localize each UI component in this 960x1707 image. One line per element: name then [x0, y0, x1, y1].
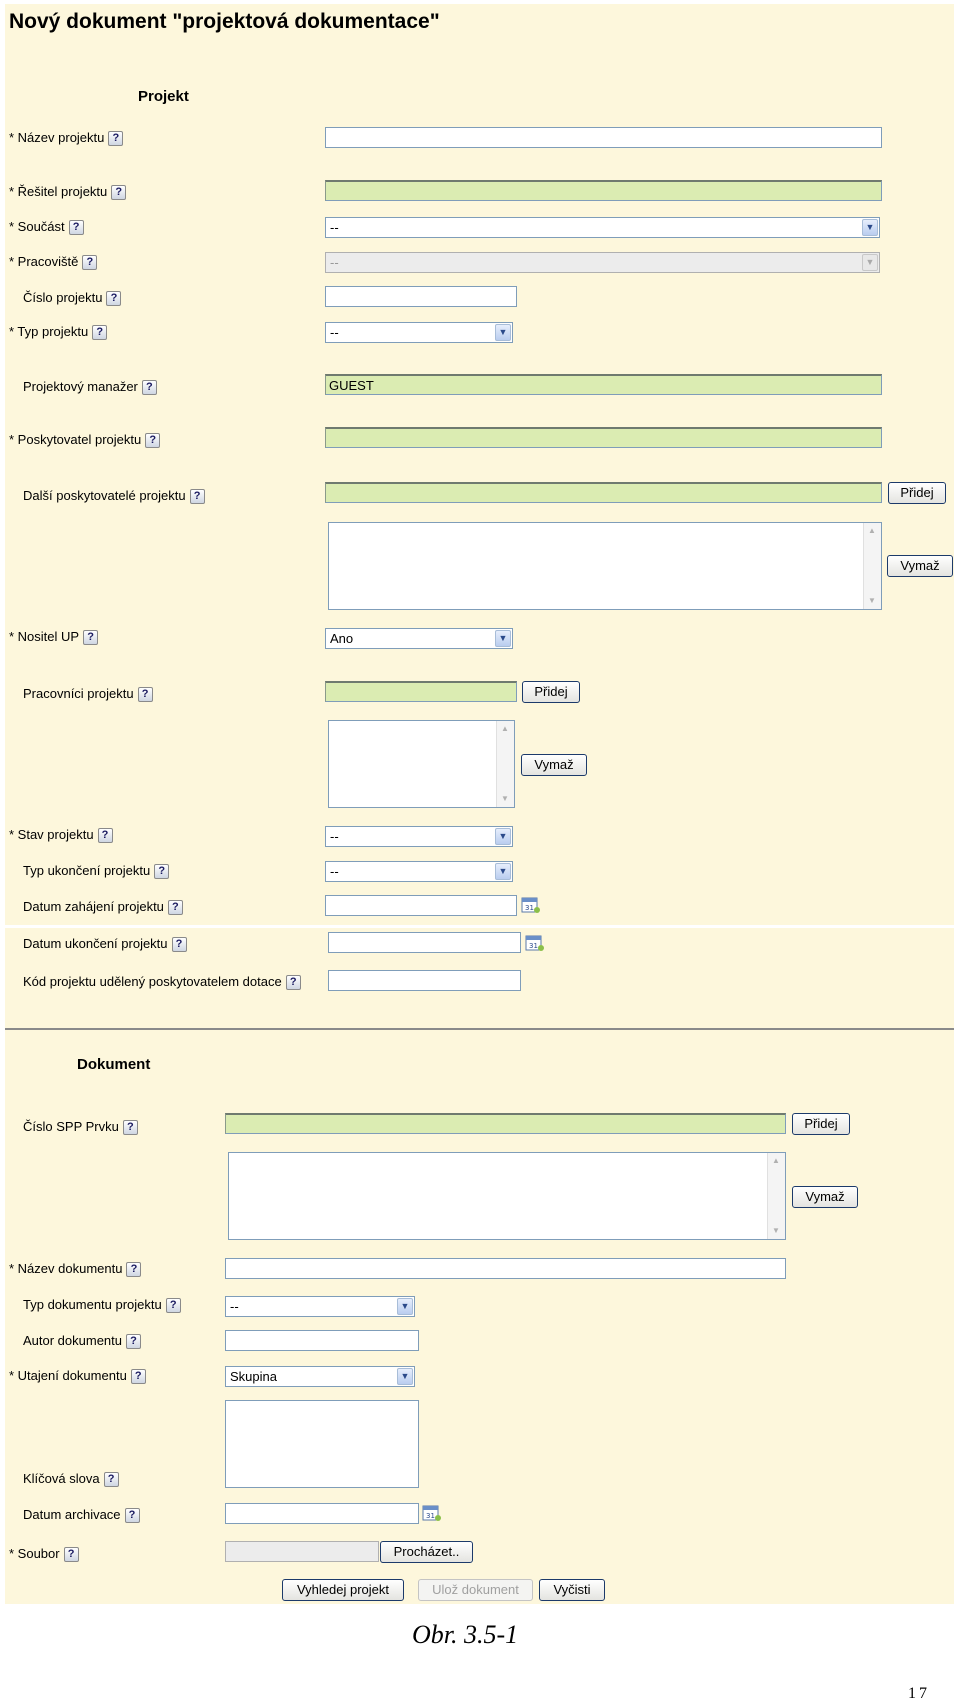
label-nositel-up: * Nositel UP ?	[9, 628, 98, 646]
dropdown-arrow-icon[interactable]: ▼	[397, 1298, 413, 1315]
scroll-up-icon[interactable]: ▲	[501, 724, 509, 733]
help-icon[interactable]: ?	[104, 1472, 119, 1487]
label-typ-projektu: * Typ projektu ?	[9, 323, 107, 341]
vyhledej-projekt-button[interactable]: Vyhledej projekt	[282, 1579, 404, 1601]
vymaz-poskytovatel-button[interactable]: Vymaž	[887, 555, 953, 577]
autor-dokumentu-input[interactable]	[225, 1330, 419, 1351]
label-resitel-projektu: * Řešitel projektu ?	[9, 183, 126, 201]
label-typ-ukonceni: Typ ukončení projektu ?	[23, 862, 169, 880]
dropdown-arrow-icon[interactable]: ▼	[495, 324, 511, 341]
help-icon[interactable]: ?	[138, 687, 153, 702]
help-icon[interactable]: ?	[286, 975, 301, 990]
klicova-slova-textarea[interactable]	[225, 1400, 419, 1488]
calendar-icon[interactable]	[521, 896, 541, 914]
scroll-down-icon[interactable]: ▼	[868, 596, 876, 605]
label-dalsi-poskytovatele: Další poskytovatelé projektu ?	[23, 487, 205, 505]
help-icon[interactable]: ?	[69, 220, 84, 235]
help-icon[interactable]: ?	[83, 630, 98, 645]
label-cislo-spp: Číslo SPP Prvku ?	[23, 1118, 138, 1136]
pridej-pracovnik-button[interactable]: Přidej	[522, 681, 580, 703]
svg-text:31: 31	[529, 942, 538, 950]
cislo-spp-input[interactable]	[225, 1113, 786, 1134]
cislo-spp-listbox[interactable]	[228, 1152, 786, 1240]
calendar-icon[interactable]	[422, 1504, 442, 1522]
help-icon[interactable]: ?	[125, 1508, 140, 1523]
pridej-spp-button[interactable]: Přidej	[792, 1113, 850, 1135]
help-icon[interactable]: ?	[108, 131, 123, 146]
soubor-input[interactable]	[225, 1541, 379, 1562]
help-icon[interactable]: ?	[131, 1369, 146, 1384]
label-utajeni-dokumentu: * Utajení dokumentu ?	[9, 1367, 146, 1385]
projektovy-manazer-input[interactable]	[325, 374, 882, 395]
section-heading-dokument: Dokument	[77, 1056, 151, 1073]
help-icon[interactable]: ?	[166, 1298, 181, 1313]
help-icon[interactable]: ?	[106, 291, 121, 306]
label-datum-archivace: Datum archivace ?	[23, 1506, 140, 1524]
dropdown-arrow-icon[interactable]: ▼	[397, 1368, 413, 1385]
nazev-projektu-input[interactable]	[325, 127, 882, 148]
datum-archivace-input[interactable]	[225, 1503, 419, 1524]
scrollbar[interactable]	[863, 523, 881, 609]
help-icon[interactable]: ?	[82, 255, 97, 270]
typ-dokumentu-select[interactable]: -- ▼	[225, 1296, 415, 1317]
poskytovatel-projektu-input[interactable]	[325, 427, 882, 448]
label-typ-dokumentu: Typ dokumentu projektu ?	[23, 1296, 181, 1314]
label-soubor: * Soubor ?	[9, 1545, 79, 1563]
calendar-icon[interactable]	[525, 934, 545, 952]
label-soucast: * Součást ?	[9, 218, 84, 236]
pridej-poskytovatel-button[interactable]: Přidej	[888, 482, 946, 504]
section-divider	[5, 1028, 954, 1030]
label-datum-ukonceni: Datum ukončení projektu ?	[23, 935, 187, 953]
page-number: 17	[908, 1685, 930, 1702]
vycisti-button[interactable]: Vyčisti	[539, 1579, 605, 1601]
label-klicova-slova: Klíčová slova ?	[23, 1470, 119, 1488]
stav-projektu-select[interactable]: -- ▼	[325, 826, 513, 847]
help-icon[interactable]: ?	[168, 900, 183, 915]
scrollbar[interactable]	[767, 1153, 785, 1239]
dropdown-arrow-icon[interactable]: ▼	[495, 863, 511, 880]
scroll-up-icon[interactable]: ▲	[868, 526, 876, 535]
dropdown-arrow-icon[interactable]: ▼	[862, 219, 878, 236]
help-icon[interactable]: ?	[145, 433, 160, 448]
dalsi-poskytovatele-input[interactable]	[325, 482, 882, 503]
help-icon[interactable]: ?	[154, 864, 169, 879]
prochazet-button[interactable]: Procházet..	[380, 1541, 473, 1563]
label-cislo-projektu: Číslo projektu ?	[23, 289, 121, 307]
help-icon[interactable]: ?	[190, 489, 205, 504]
help-icon[interactable]: ?	[123, 1120, 138, 1135]
dropdown-arrow-icon[interactable]: ▼	[862, 254, 878, 271]
page-title: Nový dokument "projektová dokumentace"	[9, 10, 440, 33]
scroll-down-icon[interactable]: ▼	[501, 794, 509, 803]
help-icon[interactable]: ?	[126, 1334, 141, 1349]
pracovnici-listbox[interactable]	[328, 720, 515, 808]
label-stav-projektu: * Stav projektu ?	[9, 826, 113, 844]
help-icon[interactable]: ?	[142, 380, 157, 395]
help-icon[interactable]: ?	[92, 325, 107, 340]
label-datum-zahajeni: Datum zahájení projektu ?	[23, 898, 183, 916]
kod-projektu-input[interactable]	[328, 970, 521, 991]
dropdown-arrow-icon[interactable]: ▼	[495, 630, 511, 647]
typ-ukonceni-select[interactable]: -- ▼	[325, 861, 513, 882]
label-projektovy-manazer: Projektový manažer ?	[23, 378, 157, 396]
section-heading-projekt: Projekt	[138, 88, 189, 105]
scrollbar[interactable]	[496, 721, 514, 807]
label-nazev-projektu: * Název projektu ?	[9, 129, 123, 147]
cislo-projektu-input[interactable]	[325, 286, 517, 307]
datum-ukonceni-input[interactable]	[328, 932, 521, 953]
svg-text:31: 31	[525, 904, 534, 912]
nositel-up-select[interactable]: Ano ▼	[325, 628, 513, 649]
resitel-projektu-input[interactable]	[325, 180, 882, 201]
svg-text:31: 31	[426, 1512, 435, 1520]
help-icon[interactable]: ?	[98, 828, 113, 843]
utajeni-dokumentu-select[interactable]: Skupina ▼	[225, 1366, 415, 1387]
label-nazev-dokumentu: * Název dokumentu ?	[9, 1260, 141, 1278]
help-icon[interactable]: ?	[111, 185, 126, 200]
typ-projektu-select[interactable]: -- ▼	[325, 322, 513, 343]
nazev-dokumentu-input[interactable]	[225, 1258, 786, 1279]
datum-zahajeni-input[interactable]	[325, 895, 517, 916]
uloz-dokument-button[interactable]: Ulož dokument	[418, 1579, 533, 1601]
vymaz-pracovnik-button[interactable]: Vymaž	[521, 754, 587, 776]
label-pracoviste: * Pracoviště ?	[9, 253, 97, 271]
label-kod-projektu: Kód projektu udělený poskytovatelem dotace ?	[23, 973, 301, 991]
pracovnici-projektu-input[interactable]	[325, 681, 517, 702]
figure-caption: Obr. 3.5-1	[412, 1620, 519, 1649]
scroll-down-icon[interactable]: ▼	[772, 1226, 780, 1235]
vymaz-spp-button[interactable]: Vymaž	[792, 1186, 858, 1208]
pracoviste-select[interactable]: -- ▼	[325, 252, 880, 273]
soucast-select[interactable]: -- ▼	[325, 217, 880, 238]
dalsi-poskytovatele-listbox[interactable]	[328, 522, 882, 610]
help-icon[interactable]: ?	[172, 937, 187, 952]
help-icon[interactable]: ?	[64, 1547, 79, 1562]
scroll-up-icon[interactable]: ▲	[772, 1156, 780, 1165]
help-icon[interactable]: ?	[126, 1262, 141, 1277]
label-poskytovatel-projektu: * Poskytovatel projektu ?	[9, 431, 160, 449]
dropdown-arrow-icon[interactable]: ▼	[495, 828, 511, 845]
label-autor-dokumentu: Autor dokumentu ?	[23, 1332, 141, 1350]
label-pracovnici-projektu: Pracovníci projektu ?	[23, 685, 153, 703]
